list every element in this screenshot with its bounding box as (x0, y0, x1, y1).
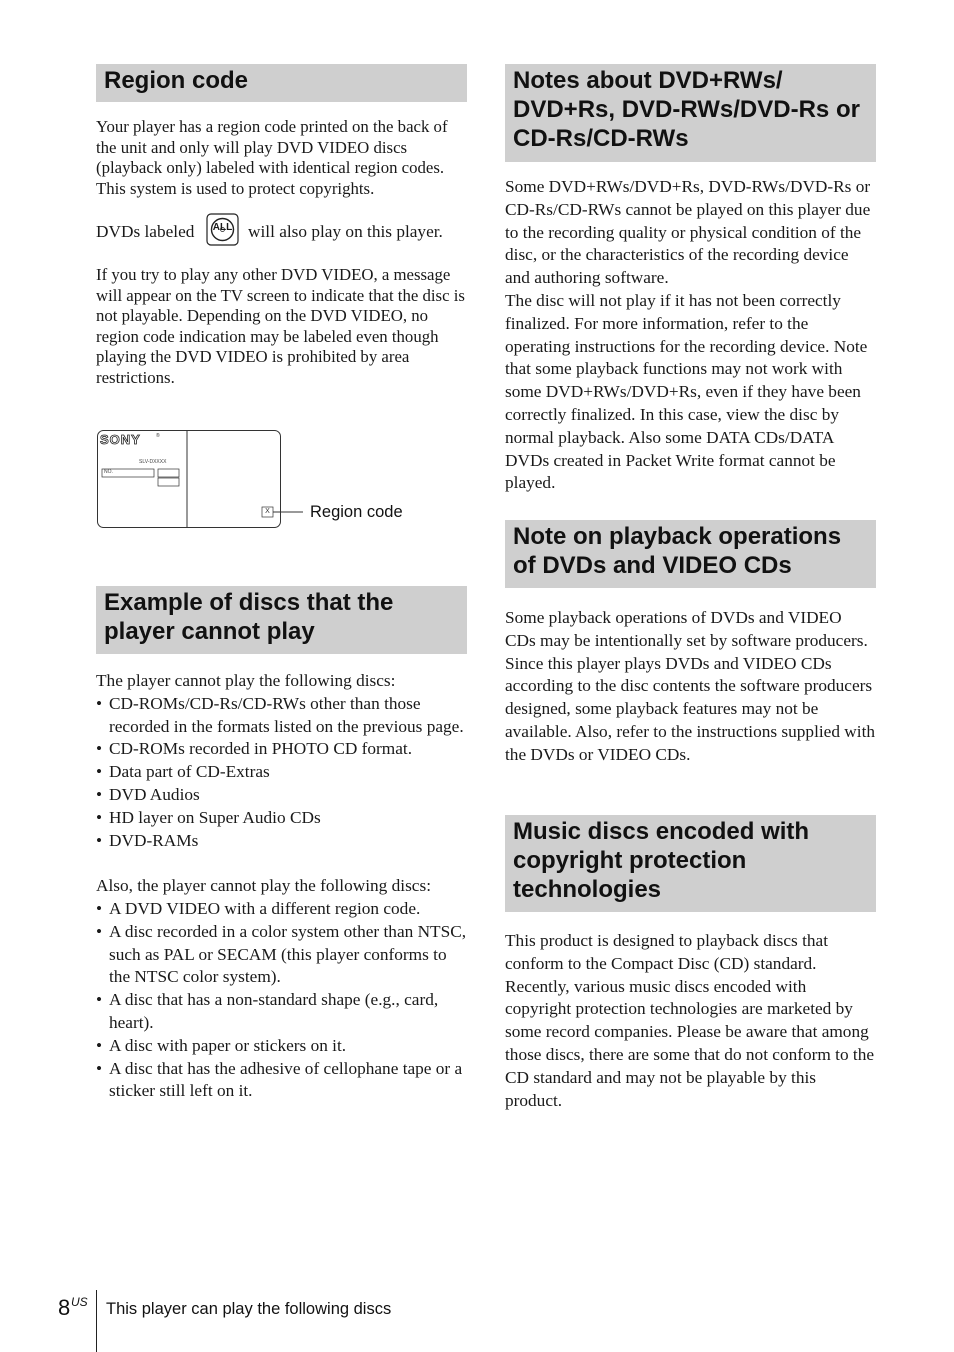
list-item: • HD layer on Super Audio CDs (96, 807, 467, 830)
region-code-callout: Region code (310, 503, 403, 521)
cannot-play-intro-2: Also, the player cannot play the following discs: (96, 876, 431, 896)
region-code-mark: X (265, 508, 270, 515)
notes-dvd-heading (505, 64, 876, 162)
list-item: • CD-ROMs/CD-Rs/CD-RWs other than those recorded in the formats listed on the previous page. (96, 693, 467, 739)
list-item: • CD-ROMs recorded in PHOTO CD format. (96, 738, 467, 761)
registered-mark: ® (156, 433, 160, 439)
cannot-play-heading (96, 586, 467, 654)
model-number: SLV-DXXXX (139, 459, 167, 465)
region-code-heading (96, 64, 467, 102)
music-discs-heading (505, 815, 876, 912)
heading-text: Example of discs that the player cannot play (104, 589, 394, 645)
list-item: • Data part of CD-Extras (96, 761, 467, 784)
cannot-play-intro-1: The player cannot play the following discs: (96, 671, 396, 690)
list-item: • DVD Audios (96, 784, 467, 807)
region-code-paragraph-1: Your player has a region code printed on the back of the unit and only will play DVD VIDEO discs (playback only) labeled with identical region codes. This system is used to protect copyrights. (96, 117, 448, 198)
music-discs-paragraph: This product is designed to playback discs that conform to the Compact Disc (CD) standard. Recently, various music discs encoded with copyright protection technologies are marketed by some record companies. Please be aware that among those discs, there are some that do not conform to the CD standard and may not be playable by this product. (505, 931, 875, 1110)
footer-section-title: This player can play the following discs (106, 1300, 392, 1318)
heading-text: Music discs encoded with copyright protection technologies (513, 818, 810, 903)
notes-dvd-body (505, 176, 876, 495)
list-item: • DVD-RAMs (96, 830, 467, 853)
rear-label-figure (97, 430, 407, 530)
dvds-labeled-line (96, 212, 467, 252)
heading-text: Region code (104, 67, 249, 94)
list-item: • A disc that has the adhesive of cellophane tape or a sticker still left on it. (96, 1058, 467, 1104)
page-number: 8 (58, 1295, 71, 1320)
serial-no-label: NO. (104, 469, 113, 475)
list-item: • A disc recorded in a color system other than NTSC, such as PAL or SECAM (this player conforms to the NTSC color system). (96, 921, 467, 989)
spacer (96, 852, 467, 875)
footer-divider (96, 1290, 97, 1352)
all-logo-text: ALL (212, 222, 233, 233)
cannot-play-list-1 (96, 693, 467, 853)
heading-text: Note on playback operations of DVDs and VIDEO CDs (513, 523, 842, 579)
list-item: • A DVD VIDEO with a different region code. (96, 898, 467, 921)
dvds-labeled-text: DVDs labeled (96, 222, 195, 241)
dvds-labeled-suffix: will also play on this player. (248, 222, 443, 241)
playback-ops-heading (505, 520, 876, 588)
list-item: • A disc with paper or stickers on it. (96, 1035, 467, 1058)
playback-ops-paragraph: Some playback operations of DVDs and VIDEO CDs may be intentionally set by software producers. Since this player plays DVDs and VIDEO CDs according to the disc contents the software producers designed, some playback features may not be available. Also, refer to the instructions supplied with the DVDs or VIDEO CDs. (505, 608, 876, 764)
notes-dvd-paragraph-2: The disc will not play if it has not been correctly finalized. For more information, refer to the operating instructions for the recording device. Note that some playback functions may not work with some DVD+RWs/DVD+Rs, even if they have been correctly finalized. In this case, view the disc by normal playback. Also some DATA CDs/DATA DVDs created in Packet Write format cannot be played. (505, 290, 868, 493)
region-code-paragraph-2: If you try to play any other DVD VIDEO, a message will appear on the TV screen to indicate that the disc is not playable. Depending on the DVD VIDEO, no region code indication may be labeled even though playing the DVD VIDEO is prohibited by area restrictions. (96, 265, 465, 387)
notes-dvd-paragraph-1: Some DVD+RWs/DVD+Rs, DVD-RWs/DVD-Rs or CD-Rs/CD-RWs cannot be played on this player due to the recording quality or physical condition of the disc, or the characteristics of the recording device and authoring software. (505, 177, 871, 288)
cannot-play-body (96, 670, 467, 1103)
all-region-logo-icon (206, 213, 239, 246)
list-item: • A disc that has a non-standard shape (e.g., card, heart). (96, 989, 467, 1035)
page-number-suffix: US (71, 1295, 88, 1309)
heading-text: Notes about DVD+RWs/ DVD+Rs, DVD-RWs/DVD-Rs or CD-Rs/CD-RWs (513, 67, 860, 152)
sony-logo: SONY (100, 432, 141, 447)
page-footer (58, 1290, 478, 1352)
cannot-play-list-2 (96, 898, 467, 1103)
